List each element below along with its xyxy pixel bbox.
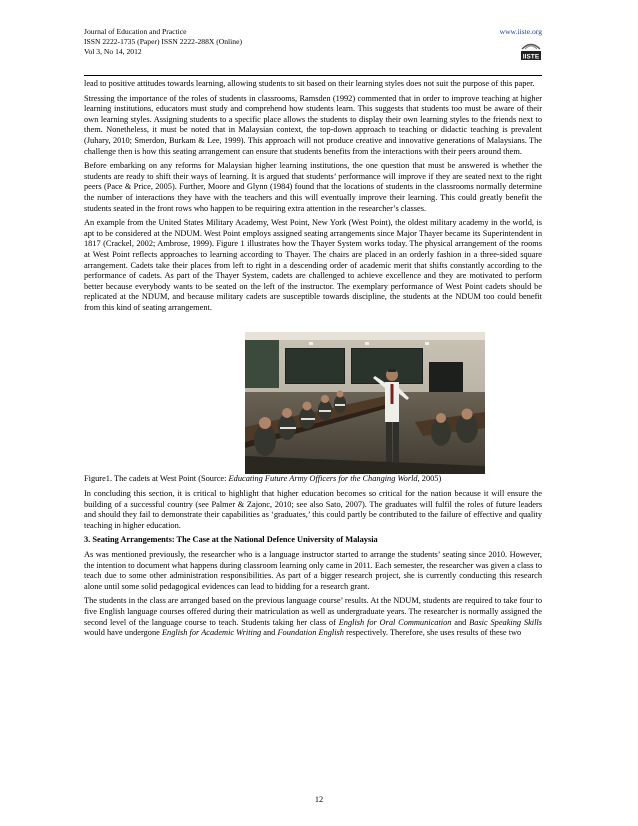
- caption-prefix: Figure1. The cadets at West Point (Source:: [84, 474, 229, 484]
- journal-name: Journal of Education and Practice: [84, 27, 187, 36]
- page-number: 12: [314, 795, 324, 804]
- volume-line: Vol 3, No 14, 2012: [84, 47, 142, 56]
- header-divider: [84, 75, 542, 76]
- text-run: The students in the class are arranged based on the previous language course’ results. At the NDUM, students are required to take four to five English language courses offered during their matriculation as well as undergraduate years. The researcher is normally assigned the second level of the language course to teach. Students taking her class of: [84, 596, 542, 627]
- text-run: and: [451, 617, 470, 627]
- iiste-logo: [520, 39, 542, 61]
- section-heading: 3. Seating Arrangements: The Case at the National Defence University of Malaysia: [84, 535, 378, 545]
- caption-suffix: , 2005): [417, 474, 442, 484]
- figure-photo-cadets-classroom: [245, 332, 485, 474]
- paragraph: Stressing the importance of the roles of students in classrooms, Ramsden (1992) commented that in order to improve teaching at higher learning institutions, educators must study and comprehend how students learn. This suggests that students too must be aware of their own learning styles. Assigning students to a specific place allows the students to display their own learning styles to the friends next to them. Nonetheless, it must be noted that in Malaysian context, the top-down approach to teaching or didactic teaching is prevalent (Juhary, 2010; Smerdon, Burkam & Lee, 1999). This approach will not produce creative and innovative generations of Malaysians. The challenge then is how this seating arrangement can ensure that students benefits from the interactions with their peers around them.: [84, 93, 542, 156]
- course-title: English for Oral Communication: [338, 617, 452, 627]
- article-body: [84, 79, 542, 643]
- paragraph: Before embarking on any reforms for Malaysian higher learning institutions, the one question that must be answered is whether the students are ready to shift their ways of learning. It is argued that students’ performance will improve if they are seated next to the right peers (Pace & Price, 2005). Further, Moore and Glynn (1984) found that the locations of students in the classrooms normally determine the number of interactions they have with the teachers and this will eventually improve their learning. This could greatly benefit the students seated in the front rows who happen to be requiring extra attention in the researcher’s classes.: [84, 161, 542, 213]
- paragraph: lead to positive attitudes towards learning, allowing students to sit based on their learning styles does not suit the purpose of this paper.: [84, 79, 535, 88]
- logo-text: IISTE: [522, 53, 540, 61]
- text-run: would have undergone: [84, 628, 162, 638]
- journal-url-link[interactable]: www.iiste.org: [499, 27, 542, 36]
- course-title: English for Academic Writing: [161, 628, 262, 638]
- figure-caption: [84, 474, 542, 485]
- issn-line: ISSN 2222-1735 (Paper) ISSN 2222-288X (Online): [84, 37, 242, 46]
- course-title: Basic Speaking Skills: [469, 617, 542, 627]
- text-run: respectively. Therefore, she uses results of these two: [343, 628, 522, 638]
- paragraph: An example from the United States Military Academy, West Point, New York (West Point), the oldest military academy in the world, is apt to be considered at the NDUM. West Point employs assigned seating arrangements since Major Thayer became its Superintendent in 1817 (Crackel, 2002; Ambrose, 1999). Figure 1 illustrates how the Thayer System works today. The physical arrangement of the rooms at West Point reflects approaches to learning according to Thayer. The chairs are placed in an orderly fashion in a three-sided square arrangement. Cadets take their places from left to right in a descending order of academic merit that shifts constantly according to the performance of cadets. As part of the Thayer System, cadets are challenged to achieve excellence and they are motivated to perform better because everybody wants to be seated on the left of the instructor. The exemplary performance of West Point cadets should be replicated at the NDUM, and because military cadets are susceptible towards discipline, the students at the NDUM too could benefit from this kind of seating arrangement.: [84, 218, 542, 312]
- paragraph: In concluding this section, it is critical to highlight that higher education becomes so critical for the nation because it will ensure the building of a successful country (see Palmer & Zajonc, 2010; see also Sato, 2007). The graduates will fulfil the roles of future leaders and should they fail to demonstrate their capabilities as ‘graduates,’ this could partly be contributed to the failure of effective and quality teaching in higher education.: [84, 489, 542, 530]
- page-header: [84, 27, 554, 75]
- paragraph: [84, 596, 542, 638]
- paragraph: As was mentioned previously, the researcher who is a language instructor started to arrange the students’ seating since 2010. However, the intention to document what happens during classroom learning only came in 2011. Each semester, the researcher was given a class to teach due to some other administration responsibilities. As part of a bigger research project, she is currently conducting this research alone until some solid pedagogical evidences can lead to bidding for a research grant.: [84, 550, 542, 591]
- text-run: and: [261, 628, 278, 638]
- course-title: Foundation English: [277, 628, 344, 638]
- caption-source-title: Educating Future Army Officers for the Changing World: [228, 474, 418, 484]
